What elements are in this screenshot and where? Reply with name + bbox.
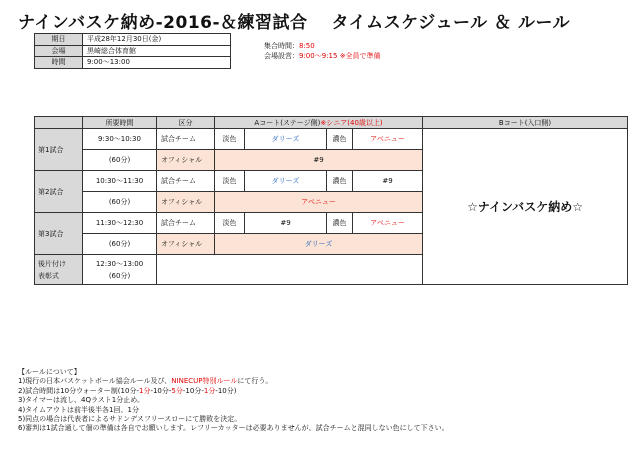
meet-time-line [264, 41, 381, 51]
rule-6: 6)審判は1試合通して個の準備は各自でお願いします。レフリーカッターは必要ありませんが、試合チームと混同しない色にして下さい。 [18, 424, 449, 433]
cleanup-duration: (60分) [108, 271, 131, 280]
light-team: ダリーズ [245, 129, 327, 150]
match-team-label: 試合チーム [157, 129, 215, 150]
rule-1 [18, 377, 449, 386]
cleanup-blank [157, 255, 423, 285]
match-team-label: 試合チーム [157, 213, 215, 234]
official-team: アベニュー [215, 192, 423, 213]
rule-1-special: NINECUP特別ルール [171, 377, 238, 386]
dark-team: アベニュー [353, 213, 423, 234]
official-label: オフィシャル [157, 234, 215, 255]
rule-5: 5)同点の場合は代表者によるサドンデスフリースローにて勝敗を決定。 [18, 415, 242, 424]
info-row-venue [35, 45, 231, 57]
info-label: 期日 [35, 34, 83, 46]
rule-2-mid-2: -10分- [182, 386, 204, 395]
game-1-match-row [35, 129, 628, 150]
official-label: オフィシャル [157, 192, 215, 213]
rule-4: 4)タイムアウトは前半後半各1回、1分 [18, 405, 139, 414]
rule-2-break-2: 5分 [171, 386, 183, 395]
header-a-court [215, 117, 423, 129]
official-team: ダリーズ [215, 234, 423, 255]
info-value: 9:00～13:00 [83, 57, 231, 69]
setup-time-label: 会場設営： [264, 52, 299, 60]
game-time: 11:30～12:30 [83, 213, 157, 234]
game-duration: (60分) [83, 234, 157, 255]
a-court-label: Aコート(ステージ側) [254, 118, 321, 127]
game-name: 第1試合 [35, 129, 83, 171]
cleanup-name-line1: 後片付け [38, 259, 66, 268]
rule-2-mid-1: -10分- [150, 386, 172, 395]
info-row-date [35, 34, 231, 46]
b-court-event: ☆ナインバスケ納め☆ [423, 129, 628, 285]
rule-2-tail: -10分) [215, 386, 237, 395]
cleanup-time-range: 12:30～13:00 [95, 259, 144, 268]
schedule-table [34, 116, 628, 285]
game-duration: (60分) [83, 192, 157, 213]
info-row-time [35, 57, 231, 69]
rule-1-text: 1)現行の日本バスケットボール協会ルール及び、 [18, 377, 172, 386]
rule-1-tail: にて行う。 [237, 377, 273, 386]
cleanup-name [35, 255, 83, 285]
setup-note: ※全員で準備 [339, 52, 381, 60]
dark-team: アベニュー [353, 129, 423, 150]
light-color-label: 淡色 [215, 213, 245, 234]
game-time: 9:30～10:30 [83, 129, 157, 150]
official-label: オフィシャル [157, 150, 215, 171]
meet-time-label: 集合時間： [264, 42, 299, 50]
header-time: 所要時間 [83, 117, 157, 129]
cleanup-time [83, 255, 157, 285]
header-b-court: Bコート(入口側) [423, 117, 628, 129]
dark-team: #9 [353, 171, 423, 192]
a-court-note: ※シニア(40歳以上) [320, 118, 383, 127]
header-blank [35, 117, 83, 129]
info-value: 平成28年12月30日(金) [83, 34, 231, 46]
dark-color-label: 濃色 [327, 171, 353, 192]
info-label: 会場 [35, 45, 83, 57]
light-color-label: 淡色 [215, 171, 245, 192]
header-division: 区分 [157, 117, 215, 129]
meet-time-value: 8:50 [299, 42, 315, 50]
rules-heading: 【ルールについて】 [18, 368, 81, 376]
rule-2-break-1: 1分 [138, 386, 151, 395]
rule-3: 3)タイマーは流し、4Qラスト1分止め。 [18, 396, 144, 405]
dark-color-label: 濃色 [327, 129, 353, 150]
event-info-table [34, 33, 231, 69]
official-team: #9 [215, 150, 423, 171]
cleanup-name-line2: 表彰式 [38, 271, 59, 280]
game-time: 10:30～11:30 [83, 171, 157, 192]
rule-2-text: 2)試合時間は10分ウォーター制(10分- [18, 386, 139, 395]
setup-time-value: 9:00～9:15 [299, 52, 338, 60]
schedule-header-row [35, 117, 628, 129]
rules-section [18, 368, 449, 434]
setup-time-line [264, 51, 381, 61]
match-team-label: 試合チーム [157, 171, 215, 192]
gathering-info [264, 41, 381, 61]
page-title: ナインバスケ納め-2016-＆練習試合 タイムスケジュール ＆ ルール [18, 13, 571, 33]
game-name: 第3試合 [35, 213, 83, 255]
game-name: 第2試合 [35, 171, 83, 213]
rule-2 [18, 387, 449, 396]
game-duration: (60分) [83, 150, 157, 171]
info-label: 時間 [35, 57, 83, 69]
light-color-label: 淡色 [215, 129, 245, 150]
light-team: ダリーズ [245, 171, 327, 192]
dark-color-label: 濃色 [327, 213, 353, 234]
info-value: 黒崎総合体育館 [83, 45, 231, 57]
light-team: #9 [245, 213, 327, 234]
rule-2-break-3: 1分 [203, 386, 216, 395]
